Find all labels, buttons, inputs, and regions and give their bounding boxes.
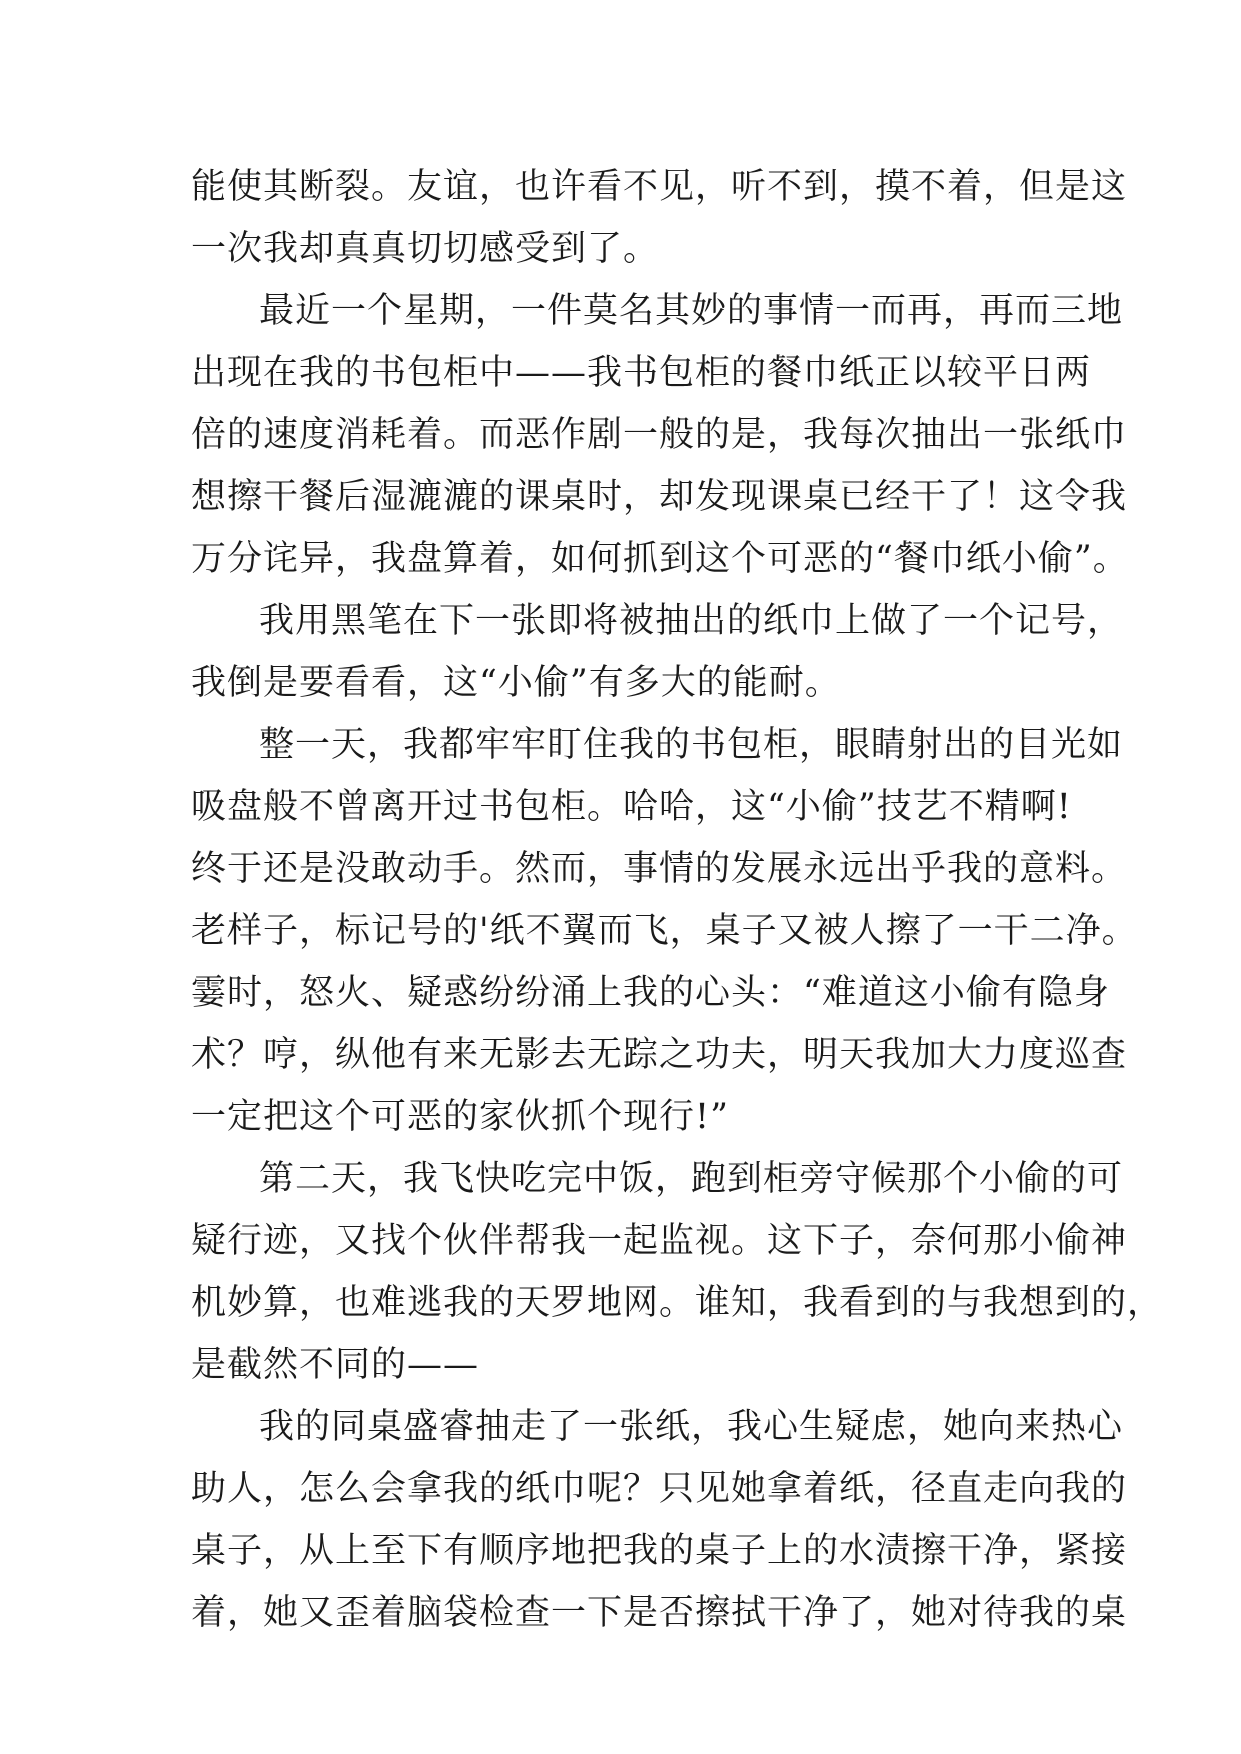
text-line: 终于还是没敢动手。然而，事情的发展永远出乎我的意料。 (191, 849, 1128, 889)
text-line: 是截然不同的—— (191, 1345, 480, 1385)
text-line: 着，她又歪着脑袋检查一下是否擦拭干净了，她对待我的桌 (191, 1593, 1128, 1633)
text-line: 倍的速度消耗着。而恶作剧一般的是，我每次抽出一张纸巾 (191, 415, 1128, 455)
text-line: 能使其断裂。友谊，也许看不见，听不到，摸不着，但是这 (191, 167, 1128, 207)
text-line: 想擦干餐后湿漉漉的课桌时，却发现课桌已经干了！这令我 (191, 477, 1128, 517)
text-line: 术？哼，纵他有来无影去无踪之功夫，明天我加大力度巡查 (191, 1035, 1128, 1075)
text-line: 疑行迹，又找个伙伴帮我一起监视。这下子，奈何那小偷神 (191, 1221, 1128, 1261)
text-line: 吸盘般不曾离开过书包柜。哈哈，这“小偷”技艺不精啊! (191, 787, 1072, 827)
text-line: 万分诧异，我盘算着，如何抓到这个可恶的“餐巾纸小偷”。 (191, 539, 1129, 579)
text-line: 我的同桌盛睿抽走了一张纸，我心生疑虑，她向来热心 (259, 1407, 1124, 1447)
text-line: 一定把这个可恶的家伙抓个现行!” (191, 1097, 729, 1137)
text-line: 我用黑笔在下一张即将被抽出的纸巾上做了一个记号， (259, 601, 1124, 641)
text-line: 我倒是要看看，这“小偷”有多大的能耐。 (191, 663, 841, 703)
text-line: 桌子，从上至下有顺序地把我的桌子上的水渍擦干净，紧接 (191, 1531, 1128, 1571)
text-line: 老样子，标记号的'纸不翼而飞，桌子又被人擦了一干二净。 (191, 911, 1138, 951)
essay-body (191, 156, 1164, 1644)
text-line: 霎时，怒火、疑惑纷纷涌上我的心头：“难道这小偷有隐身 (191, 973, 1110, 1013)
text-line: 出现在我的书包柜中——我书包柜的餐巾纸正以较平日两 (191, 353, 1092, 393)
text-line: 第二天，我飞快吃完中饭，跑到柜旁守候那个小偷的可 (259, 1159, 1124, 1199)
text-line: 最近一个星期，一件莫名其妙的事情一而再，再而三地 (259, 291, 1124, 331)
text-line: 整一天，我都牢牢盯住我的书包柜，眼睛射出的目光如 (259, 725, 1124, 765)
text-line: 一次我却真真切切感受到了。 (191, 229, 660, 269)
text-line: 机妙算，也难逃我的天罗地网。谁知，我看到的与我想到的， (191, 1283, 1164, 1323)
text-line: 助人，怎么会拿我的纸巾呢？只见她拿着纸，径直走向我的 (191, 1469, 1128, 1509)
